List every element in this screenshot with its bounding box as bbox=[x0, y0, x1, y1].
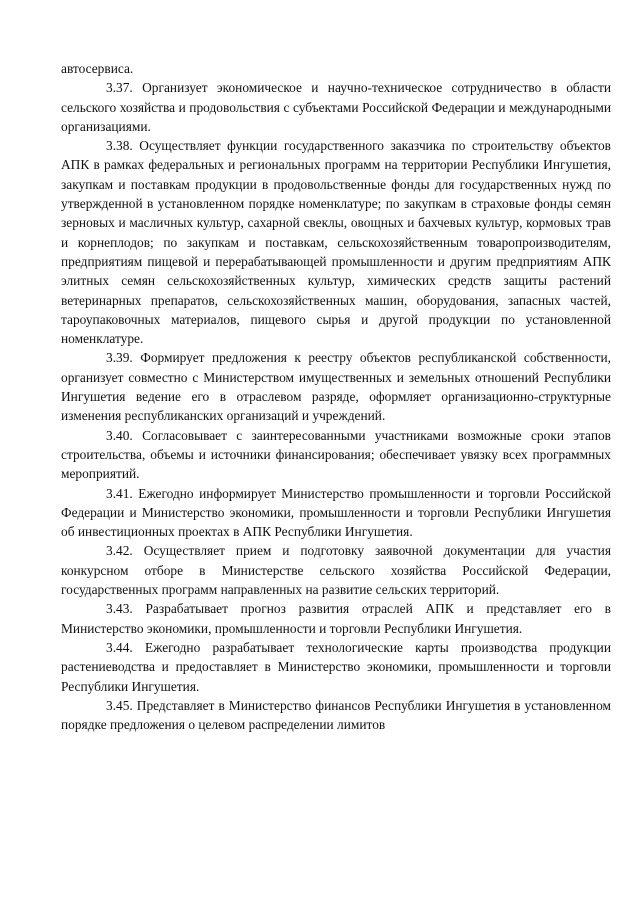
paragraph-3-45: 3.45. Представляет в Министерство финансов Республики Ингушетия в установленном порядке предложения о целевом распределении лимитов bbox=[61, 697, 611, 733]
paragraph-3-44: 3.44. Ежегодно разрабатывает технологические карты производства продукции растениеводства и предоставляет в Министерство экономики, промышленности и торговли Республики Ингушетия. bbox=[61, 639, 611, 694]
paragraph-3-42: 3.42. Осуществляет прием и подготовку заявочной документации для участия конкурсном отборе в Министерстве сельского хозяйства Российской Федерации, государственных программ направленных на развитие сельских территорий. bbox=[61, 543, 611, 598]
paragraph-3-41: 3.41. Ежегодно информирует Министерство промышленности и торговли Российской Федерации и Министерство экономики, промышленности и торговли Республики Ингушетия об инвестиционных проектах в АПК Республики Ингушетия. bbox=[61, 485, 611, 540]
paragraph-3-39: 3.39. Формирует предложения к реестру объектов республиканской собственности, организует совместно с Министерством имущественных и земельных отношений Республики Ингушетия ведение его в отраслевом разряде, оформляет организационно-структурные изменения республиканских организаций и учреждений. bbox=[61, 350, 611, 424]
document-page bbox=[61, 59, 611, 734]
paragraph-3-40: 3.40. Согласовывает с заинтересованными участниками возможные сроки этапов строительства, объемы и источники финансирования; обеспечивает увязку всех программных мероприятий. bbox=[61, 427, 611, 482]
paragraph-3-38: 3.38. Осуществляет функции государственного заказчика по строительству объектов АПК в рамках федеральных и региональных программ на территории Республики Ингушетия, закупкам и поставкам продукции в продовольственные фонды для государственных нужд по утвержденной в установленном порядке номенклатуре; по закупкам в страховые фонды семян зерновых и масличных культур, сахарной свеклы, овощных и бахчевых культур, кормовых трав и корнеплодов; по закупкам и поставкам, сельскохозяйственным товаропроизводителям, предприятиям пищевой и перерабатывающей промышленности и другим предприятиям АПК элитных семян сельскохозяйственных культур, химических средств защиты растений ветеринарных препаратов, сельскохозяйственных машин, оборудования, запасных частей, тароупаковочных материалов, пищевого сырья и другой продукции по установленной номенклатуре. bbox=[61, 138, 611, 347]
paragraph-continuation: автосервиса. bbox=[61, 61, 134, 76]
paragraph-3-37: 3.37. Организует экономическое и научно-техническое сотрудничество в области сельского хозяйства и продовольствия с субъектами Российской Федерации и международными организациями. bbox=[61, 80, 611, 134]
paragraph-3-43: 3.43. Разрабатывает прогноз развития отраслей АПК и представляет его в Министерство экономики, промышленности и торговли Республики Ингушетия. bbox=[61, 601, 611, 636]
